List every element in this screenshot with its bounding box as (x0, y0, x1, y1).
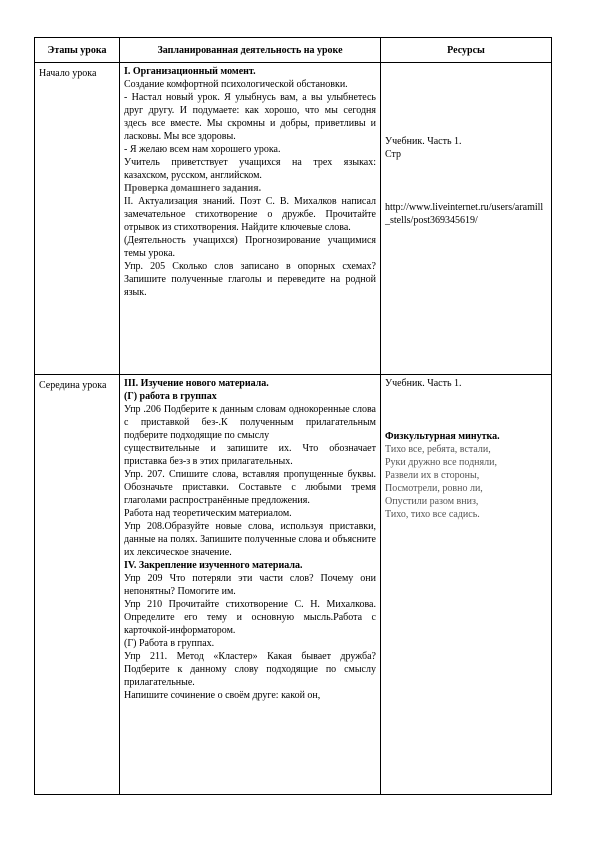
activity-line: Создание комфортной психологической обстановки. (124, 79, 348, 90)
poem-line: Развели их в стороны, (385, 470, 480, 481)
textbook-label: Учебник. Часть 1. (385, 378, 462, 389)
activity-line: II. Актуализация знаний. Поэт С. В. Михалков написал замечательное стихотворение о дружбе. Прочитайте отрывок из стихотворения. Найдите ключевые слова. (124, 196, 376, 233)
poem-line: Посмотрели, ровно ли, (385, 483, 483, 494)
activity-line: (Г) работа в группах (124, 391, 217, 402)
activity-line: Упр 209 Что потеряли эти части слов? Почему они непонятны? Помогите им. (124, 573, 376, 597)
activity-line: I. Организационный момент. (124, 66, 256, 77)
resources-cell-start (381, 63, 552, 375)
activity-line: Проверка домашнего задания. (124, 183, 262, 194)
activity-line: Упр 211. Метод «Кластер» Какая бывает дружба? Подберите к данному слову подходящие по смыслу прилагательные. (124, 651, 376, 688)
table-header-row (35, 38, 552, 63)
poem-line: Опустили разом вниз, (385, 496, 479, 507)
activity-line: Упр. 205 Сколько слов записано в опорных схемах? Запишите полученные глаголы и переведите на родной язык. (124, 261, 376, 298)
activity-line: Упр .206 Подберите к данным словам однокоренные слова с приставкой без-.К полученным прилагательным подберите подходящие по смыслу (124, 404, 376, 441)
resources-cell-middle (381, 375, 552, 795)
activity-line: - Настал новый урок. Я улыбнусь вам, а вы улыбнетесь друг другу. И подумаете: как хорошо, что мы сегодня здесь все вместе. Мы скромны и добры, приветливы и ласковы. Мы все здоровы. (124, 92, 376, 142)
header-activity: Запланированная деятельность на уроке (120, 38, 381, 63)
activity-line: (Г) Работа в группах. (124, 638, 215, 649)
textbook-label: Учебник. Часть 1. (385, 136, 462, 147)
lesson-plan-table (34, 37, 552, 795)
table-row (35, 375, 552, 795)
activity-cell-middle (120, 375, 381, 795)
fizminutka-title: Физкультурная минутка. (385, 431, 500, 442)
resource-link[interactable]: http://www.liveinternet.ru/users/aramill_stells/post369345619/ (385, 202, 544, 226)
activity-line: Работа над теоретическим материалом. (124, 508, 292, 519)
activity-line: существительные и запишите их. Что обозначает приставка без-з в этих прилагательных. (124, 443, 376, 467)
activity-line: Напишите сочинение о своём друге: какой он, (124, 690, 321, 701)
activity-line: Упр. 207. Спишите слова, вставляя пропущенные буквы. Обозначьте приставки. Составьте с любыми тремя глаголами распространённые предложения. (124, 469, 376, 506)
stage-start: Начало урока (35, 63, 120, 375)
activity-line: IV. Закрепление изученного материала. (124, 560, 303, 571)
poem-line: Тихо все, ребята, встали, (385, 444, 491, 455)
stage-middle: Середина урока (35, 375, 120, 795)
poem-line: Руки дружно все подняли, (385, 457, 497, 468)
activity-cell-start (120, 63, 381, 375)
poem (385, 443, 547, 521)
activity-line: (Деятельность учащихся) Прогнозирование учащимися темы урока. (124, 235, 376, 259)
activity-line: III. Изучение нового материала. (124, 378, 269, 389)
activity-line: - Я желаю всем нам хорошего урока. (124, 144, 281, 155)
header-stages: Этапы урока (35, 38, 120, 63)
poem-line: Тихо, тихо все садись. (385, 509, 480, 520)
activity-line: Упр 208.Образуйте новые слова, используя приставки, данные на полях. Запишите полученные слова и объясните их лексическое значение. (124, 521, 376, 558)
activity-line: Упр 210 Прочитайте стихотворение С. Н. Михалкова. Определите его тему и основную мысль.Работа с карточкой-информатором. (124, 599, 376, 636)
table-row (35, 63, 552, 375)
activity-line: Учитель приветствует учащихся на трех языках: казахском, русском, английском. (124, 157, 376, 181)
header-resources: Ресурсы (381, 38, 552, 63)
page-label: Стр (385, 149, 402, 160)
